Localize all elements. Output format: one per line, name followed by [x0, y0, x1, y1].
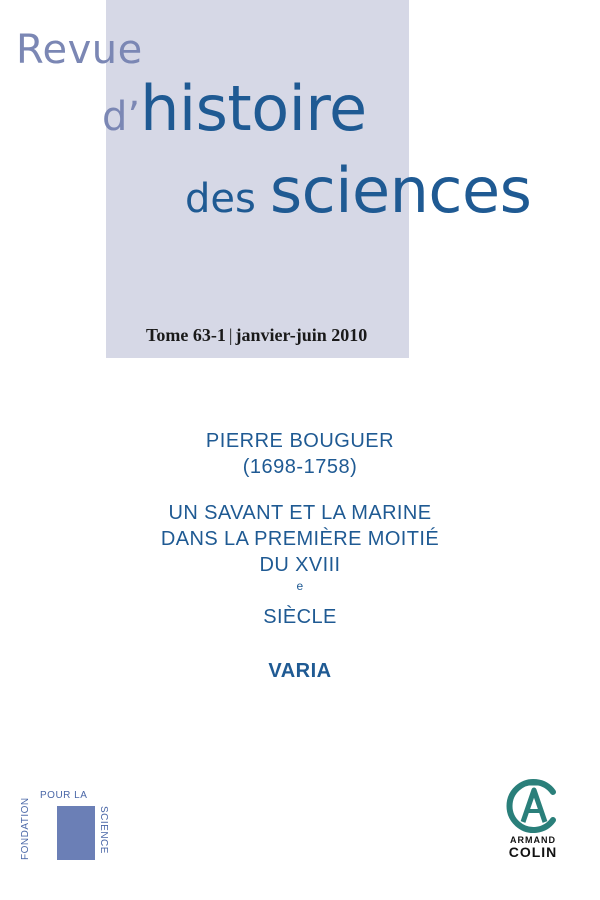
- issue-separator: |: [228, 325, 233, 345]
- dossier-name: PIERRE BOUGUER: [205, 430, 395, 452]
- title-des: des: [185, 176, 256, 222]
- issue-tome: Tome 63-1: [146, 325, 226, 345]
- title-histoire: histoire: [140, 72, 367, 145]
- title-d-apostrophe: d’: [102, 94, 141, 140]
- subtitle-line-2: DANS LA PREMIÈRE MOITIÉ: [160, 528, 440, 550]
- science-label: SCIENCE: [98, 806, 109, 854]
- issue-date: janvier-juin 2010: [235, 325, 368, 345]
- subtitle-line-3-suffix: SIÈCLE: [263, 606, 337, 628]
- armand-colin-emblem-icon: [505, 778, 561, 834]
- issue-info: [146, 325, 367, 346]
- title-line-histoire: [102, 72, 367, 145]
- varia-heading: VARIA: [268, 660, 332, 682]
- fondation-label: FONDATION: [20, 797, 31, 860]
- title-line-sciences: [185, 154, 532, 227]
- subtitle-line-3-sup: e: [296, 579, 304, 593]
- publisher-armand: ARMAND: [510, 835, 556, 845]
- title-revue: Revue: [16, 27, 143, 73]
- publisher-colin: COLIN: [508, 844, 558, 860]
- subtitle-line-3-prefix: DU XVIII: [259, 554, 341, 576]
- title-sciences: sciences: [269, 154, 532, 227]
- fondation-logo-block: [57, 806, 95, 860]
- pour-la-label: POUR LA: [40, 790, 88, 801]
- subtitle-line-3: [0, 552, 600, 630]
- armand-colin-logo: [498, 778, 568, 868]
- fondation-pour-la-science-logo: [20, 790, 109, 860]
- dossier-heading: [0, 428, 600, 480]
- dossier-subtitle: [0, 500, 600, 630]
- dossier-years: (1698-1758): [242, 456, 358, 478]
- subtitle-line-1: UN SAVANT ET LA MARINE: [168, 502, 432, 524]
